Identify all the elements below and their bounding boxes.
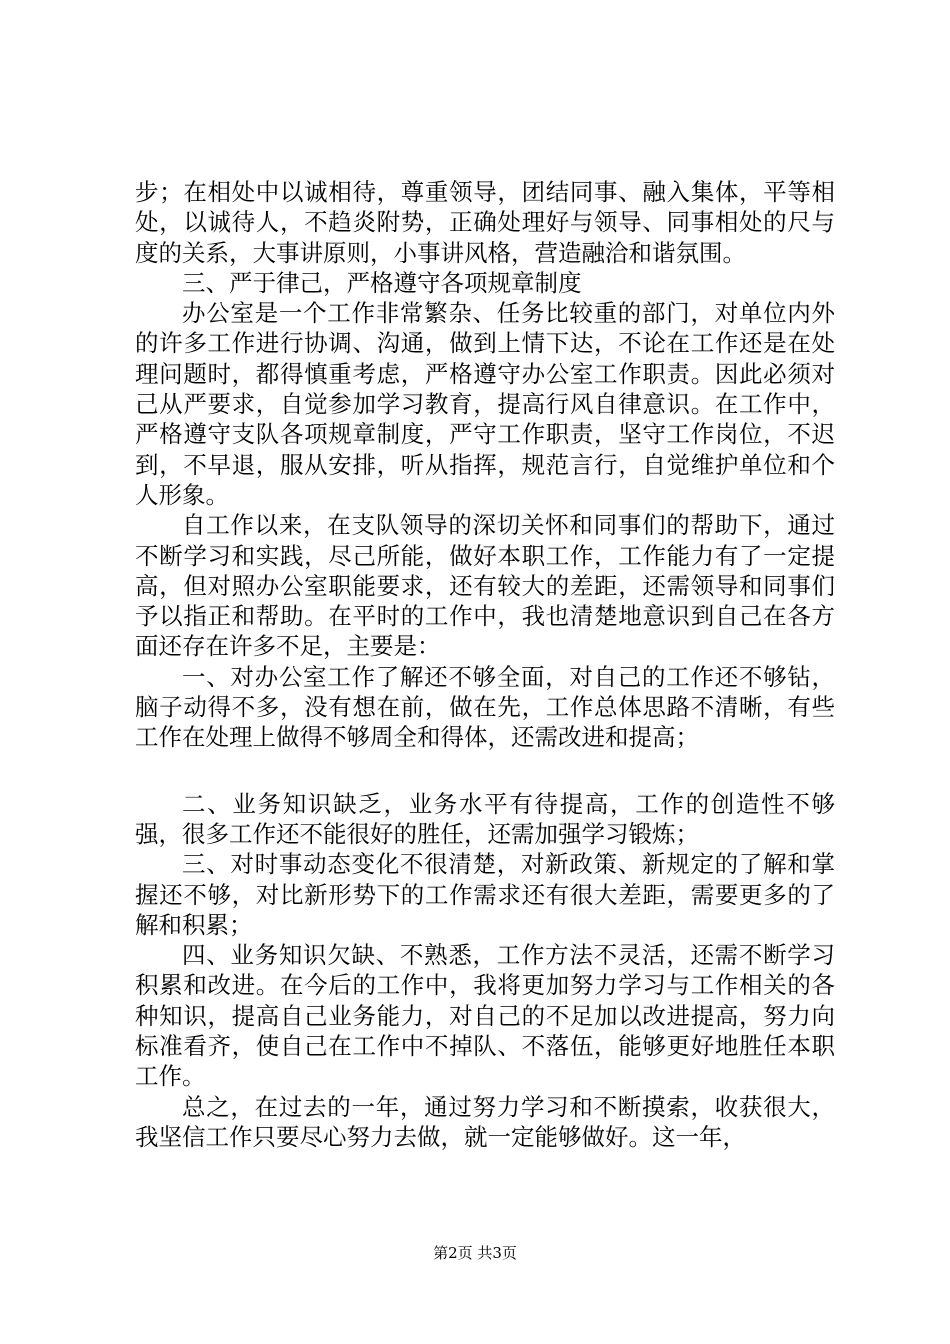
page-number: 第2页 共3页: [433, 1244, 517, 1262]
paragraph: 总之，在过去的一年，通过努力学习和不断摸索，收获很大，我坚信工作只要尽心努力去做，就一定能够做好。这一年，: [135, 1092, 835, 1151]
paragraph-continuation: 步；在相处中以诚相待，尊重领导，团结同事、融入集体，平等相处，以诚待人，不趋炎附势，正确处理好与领导、同事相处的尺与度的关系，大事讲原则，小事讲风格，营造融洽和谐氛围。: [135, 178, 835, 267]
list-item: 一、对办公室工作了解还不够全面，对自己的工作还不够钻，脑子动得不多，没有想在前，做在先，工作总体思路不清晰，有些工作在处理上做得不够周全和得体，还需改进和提高；: [135, 662, 835, 752]
list-item: 三、对时事动态变化不很清楚，对新政策、新规定的了解和掌握还不够，对比新形势下的工作需求还有很大差距，需要更多的了解和积累；: [135, 850, 835, 939]
paragraph: 自工作以来，在支队领导的深切关怀和同事们的帮助下，通过不断学习和实践，尽己所能，做好本职工作，工作能力有了一定提高，但对照办公室职能要求，还有较大的差距，还需领导和同事们予以指正和帮助。在平时的工作中，我也清楚地意识到自己在各方面还存在许多不足，主要是：: [135, 511, 835, 661]
paragraph: 办公室是一个工作非常繁杂、任务比较重的部门，对单位内外的许多工作进行协调、沟通，做到上情下达，不论在工作还是在处理问题时，都得慎重考虑，严格遵守办公室工作职责。因此必须对己从严要求，自觉参加学习教育，提高行风自律意识。在工作中，严格遵守支队各项规章制度，严守工作职责，坚守工作岗位，不迟到，不早退，服从安排，听从指挥，规范言行，自觉维护单位和个人形象。: [135, 299, 835, 509]
page-footer: [0, 1242, 950, 1263]
list-item: 四、业务知识欠缺、不熟悉，工作方法不灵活，还需不断学习积累和改进。在今后的工作中，我将更加努力学习与工作相关的各种知识，提高自己业务能力，对自己的不足加以改进提高，努力向标准看齐，使自己在工作中不掉队、不落伍，能够更好地胜任本职工作。: [135, 941, 835, 1091]
blank-line: [135, 753, 835, 789]
document-body: [135, 177, 835, 1152]
list-item: 二、业务知识缺乏，业务水平有待提高，工作的创造性不够强，很多工作还不能很好的胜任，还需加强学习锻炼；: [135, 789, 835, 848]
section-heading: 三、严于律己，严格遵守各项规章制度: [182, 268, 582, 297]
